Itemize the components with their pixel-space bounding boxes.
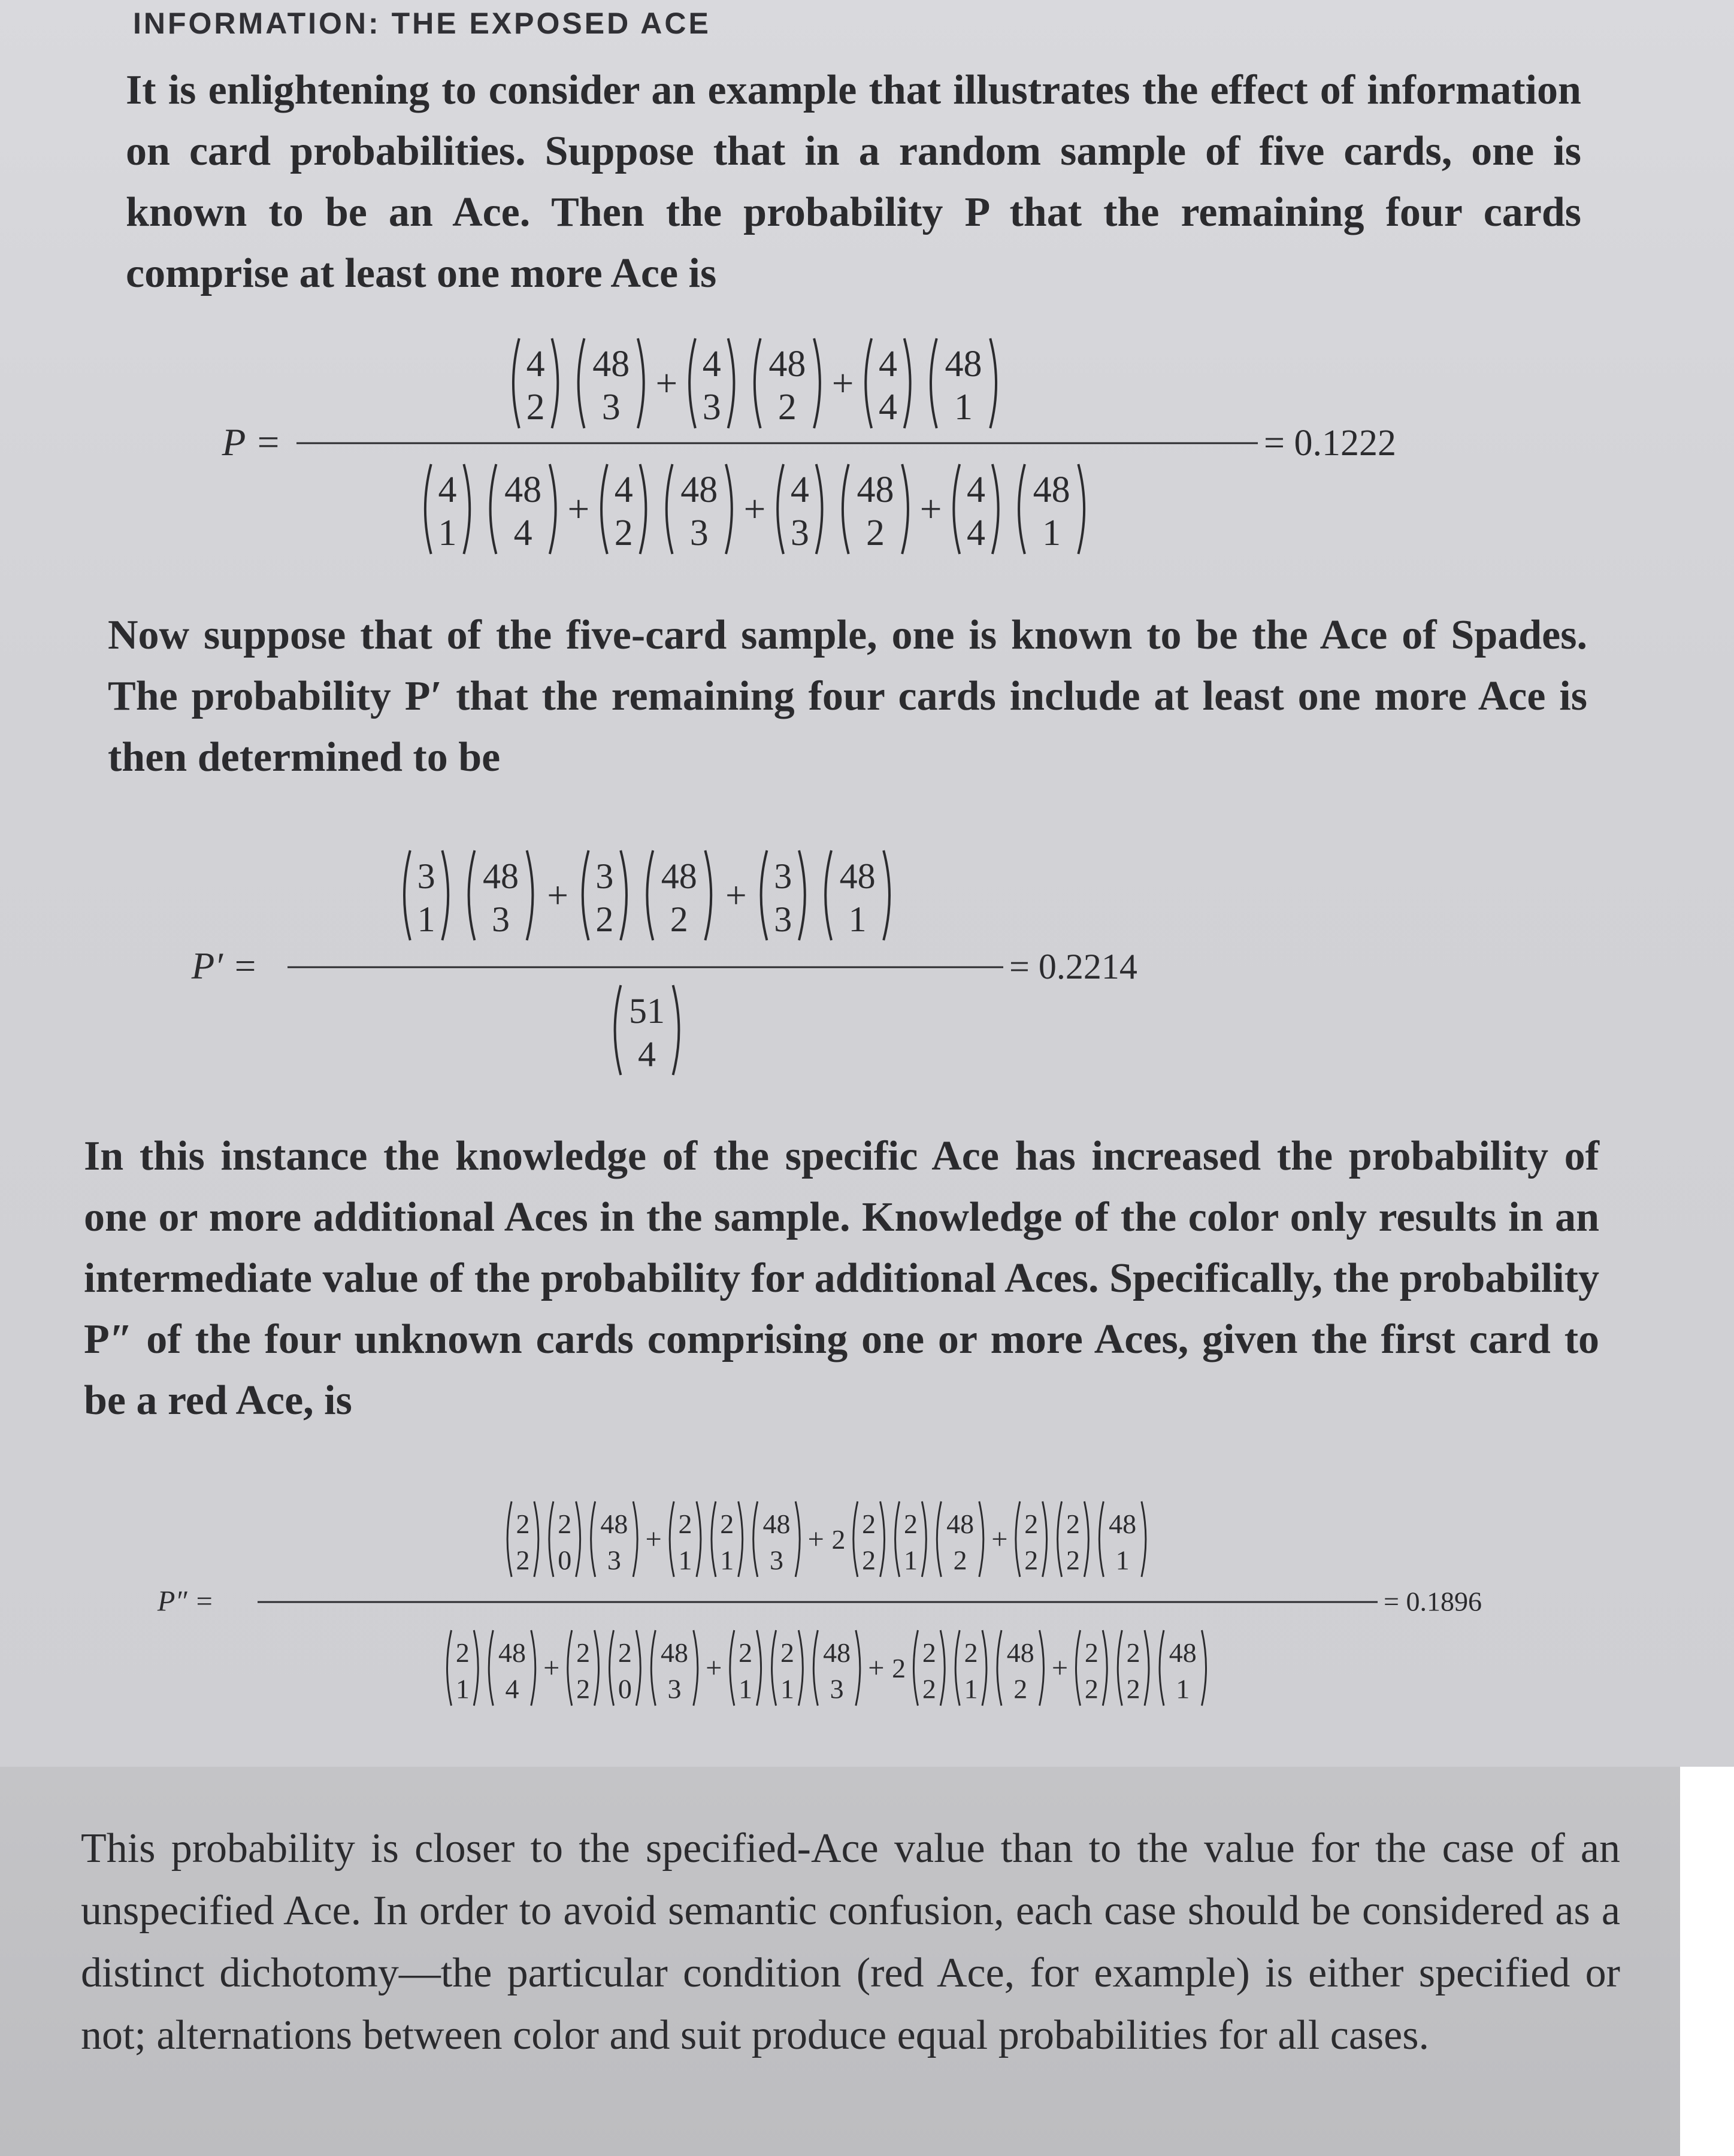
- binom-right-paren: [922, 1501, 926, 1577]
- equation-result: = 0.1222: [1264, 422, 1396, 464]
- binom-right-paren: [1202, 1630, 1206, 1706]
- equation-p: [0, 317, 1734, 617]
- binom-bottom: 3: [769, 1545, 783, 1576]
- binom-bottom: 3: [790, 513, 809, 553]
- binom-bottom: 4: [505, 1673, 519, 1704]
- binom-bottom: 3: [702, 387, 721, 428]
- plus-sign: +: [547, 874, 568, 916]
- plus-sign: +: [725, 874, 747, 916]
- equation-result: = 0.2214: [1009, 947, 1137, 987]
- binom-right-paren: [550, 464, 556, 554]
- equation-p-double-prime-svg: [0, 1479, 1734, 1731]
- plus-sign: +: [868, 1652, 885, 1685]
- binom-right-paren: [595, 1630, 599, 1706]
- binom-left-paren: [591, 1501, 595, 1577]
- binom-right-paren: [705, 850, 711, 940]
- binom-bottom: 4: [878, 387, 897, 428]
- binom-top: 2: [862, 1508, 876, 1539]
- binom-left-paren: [549, 1501, 553, 1577]
- binom-top: 2: [1126, 1637, 1140, 1668]
- binom-top: 48: [504, 470, 542, 510]
- binom-bottom: 3: [830, 1673, 844, 1704]
- plus-sign: +: [543, 1652, 560, 1685]
- equation-label: P =: [222, 420, 282, 464]
- binom-left-paren: [513, 338, 519, 428]
- binom-top: 48: [600, 1508, 628, 1539]
- binom-left-paren: [507, 1501, 512, 1577]
- plus-sign: +: [919, 487, 942, 531]
- binom-left-paren: [1016, 1501, 1020, 1577]
- binom-right-paren: [757, 1630, 761, 1706]
- binom-left-paren: [895, 1501, 900, 1577]
- binom-top: 48: [857, 470, 894, 510]
- binom-right-paren: [1084, 1501, 1088, 1577]
- binom-bottom: 2: [1013, 1673, 1028, 1704]
- binom-bottom: 1: [417, 900, 435, 939]
- binom-right-paren: [552, 338, 558, 428]
- binom-bottom: 3: [607, 1545, 621, 1576]
- binom-top: 3: [774, 856, 792, 896]
- binom-top: 2: [720, 1508, 734, 1539]
- binom-bottom: 2: [866, 513, 885, 553]
- binom-bottom: 2: [1084, 1673, 1098, 1704]
- equation-p-prime: [0, 829, 1734, 1099]
- binom-right-paren: [576, 1501, 580, 1577]
- binom-left-paren: [761, 850, 767, 940]
- binom-top: 2: [1066, 1508, 1080, 1539]
- binom-bottom: 2: [576, 1673, 591, 1704]
- binom-bottom: 2: [526, 387, 545, 428]
- binom-right-paren: [728, 338, 734, 428]
- binom-top: 48: [592, 344, 630, 384]
- binom-top: 4: [526, 344, 545, 384]
- binom-bottom: 1: [739, 1673, 753, 1704]
- paragraph-ace-of-spades: Now suppose that of the five-card sample, one is known to be the Ace of Spades. The probability P′ that the remaining four cards include at least one more Ace is then determined to be: [108, 612, 1587, 780]
- binom-top: 2: [780, 1637, 794, 1668]
- binom-left-paren: [825, 850, 831, 940]
- binom-bottom: 2: [516, 1545, 530, 1576]
- binom-right-paren: [534, 1501, 538, 1577]
- binom-left-paren: [583, 850, 589, 940]
- binom-bottom: 0: [558, 1545, 572, 1576]
- binom-top: 4: [878, 344, 897, 384]
- binom-left-paren: [425, 464, 431, 554]
- binom-right-paren: [795, 1501, 800, 1577]
- binom-top: 4: [702, 344, 721, 384]
- binom-bottom: 3: [492, 900, 510, 939]
- equation-result: = 0.1896: [1384, 1586, 1482, 1617]
- binom-bottom: 2: [1024, 1545, 1039, 1576]
- binom-right-paren: [621, 850, 627, 940]
- term-coefficient: 2: [892, 1653, 906, 1684]
- binom-top: 48: [661, 1637, 689, 1668]
- term-coefficient: 2: [831, 1524, 846, 1555]
- binom-right-paren: [633, 1501, 637, 1577]
- binom-right-paren: [880, 1501, 885, 1577]
- binom-bottom: 1: [964, 1673, 978, 1704]
- binom-left-paren: [689, 338, 695, 428]
- binom-right-paren: [638, 338, 644, 428]
- binom-top: 48: [839, 856, 876, 896]
- equation-label: P″ =: [157, 1585, 214, 1618]
- binom-top: 2: [516, 1508, 530, 1539]
- binom-bottom: 2: [922, 1673, 936, 1704]
- plus-sign: +: [706, 1652, 722, 1685]
- binom-left-paren: [610, 1630, 614, 1706]
- binom-top: 48: [946, 1508, 975, 1539]
- section-heading: INFORMATION: THE EXPOSED ACE: [133, 7, 711, 40]
- binom-left-paren: [601, 464, 607, 554]
- binom-left-paren: [1058, 1501, 1062, 1577]
- binom-left-paren: [753, 1501, 758, 1577]
- equation-p-svg: [0, 317, 1734, 617]
- binom-bottom: 3: [601, 387, 621, 428]
- binom-left-paren: [1019, 464, 1025, 554]
- binom-left-paren: [866, 338, 871, 428]
- paragraph-specific-ace: In this instance the knowledge of the specific Ace has increased the probability of one or more additional Aces in the sample. Knowledge of the color only results in an intermediate value of the probability for additional Aces. Specifically, the probability P″ of the four unknown cards comprising one or more Aces, given the first card to be a red Ace, is: [84, 1133, 1599, 1424]
- binom-right-paren: [636, 1630, 640, 1706]
- binom-right-paren: [1103, 1630, 1107, 1706]
- binom-right-paren: [856, 1630, 860, 1706]
- binom-left-paren: [854, 1501, 858, 1577]
- binom-bottom: 1: [1115, 1545, 1130, 1576]
- binom-right-paren: [982, 1630, 986, 1706]
- binom-top: 48: [680, 470, 718, 510]
- binom-bottom: 2: [670, 900, 688, 939]
- binom-right-paren: [739, 1501, 743, 1577]
- paragraph-conclusion: This probability is closer to the specified-Ace value than to the value for the case of an unspecified Ace. In order to avoid semantic confusion, each case should be considered as a distinct dichotomy—the particular condition (red Ace, for example) is either specified or not; alternations between color and suit produce equal probabilities for all cases.: [81, 1825, 1620, 2058]
- binom-top: 2: [922, 1637, 936, 1668]
- binom-bottom: 1: [848, 900, 867, 939]
- binom-right-paren: [527, 850, 533, 940]
- binom-bottom: 1: [438, 513, 457, 553]
- binom-left-paren: [579, 338, 585, 428]
- binom-top: 2: [678, 1508, 692, 1539]
- binom-bottom: 0: [618, 1673, 632, 1704]
- plus-sign: +: [743, 487, 766, 531]
- binom-top: 2: [618, 1637, 632, 1668]
- binom-left-paren: [772, 1630, 776, 1706]
- binom-right-paren: [464, 464, 470, 554]
- binom-top: 2: [964, 1637, 978, 1668]
- binom-right-paren: [697, 1501, 701, 1577]
- binom-left-paren: [777, 464, 783, 554]
- binom-right-paren: [979, 1501, 983, 1577]
- binom-bottom: 4: [967, 513, 986, 553]
- binom-left-paren: [1118, 1630, 1122, 1706]
- binom-left-paren: [615, 985, 621, 1075]
- binom-right-paren: [673, 985, 679, 1075]
- binom-top: 4: [790, 470, 809, 510]
- binom-left-paren: [712, 1501, 716, 1577]
- plus-sign: +: [1051, 1652, 1069, 1685]
- binom-right-paren: [816, 464, 822, 554]
- binom-left-paren: [670, 1501, 674, 1577]
- binom-left-paren: [954, 464, 960, 554]
- binom-right-paren: [883, 850, 889, 940]
- binom-bottom: 1: [780, 1673, 794, 1704]
- equation-p-prime-svg: [0, 829, 1734, 1099]
- binom-right-paren: [531, 1630, 535, 1706]
- binom-top: 48: [823, 1637, 851, 1668]
- binom-left-paren: [489, 1630, 493, 1706]
- binom-left-paren: [813, 1630, 818, 1706]
- plus-sign: +: [831, 362, 854, 405]
- binom-left-paren: [404, 850, 410, 940]
- binom-bottom: 1: [1176, 1673, 1190, 1704]
- binom-left-paren: [647, 850, 653, 940]
- binom-top: 2: [576, 1637, 591, 1668]
- binom-top: 2: [1084, 1637, 1098, 1668]
- binom-top: 48: [498, 1637, 526, 1668]
- binom-bottom: 1: [954, 387, 973, 428]
- binom-left-paren: [997, 1630, 1001, 1706]
- binom-bottom: 4: [638, 1034, 656, 1074]
- binom-bottom: 3: [667, 1673, 682, 1704]
- binom-left-paren: [730, 1630, 734, 1706]
- binom-top: 2: [558, 1508, 572, 1539]
- binom-right-paren: [798, 1630, 803, 1706]
- binom-right-paren: [1043, 1501, 1047, 1577]
- binom-right-paren: [442, 850, 448, 940]
- binom-left-paren: [469, 850, 475, 940]
- binom-left-paren: [755, 338, 761, 428]
- binom-right-paren: [694, 1630, 698, 1706]
- binom-right-paren: [814, 338, 820, 428]
- binom-top: 3: [417, 856, 435, 896]
- binom-top: 48: [1169, 1637, 1197, 1668]
- binom-top: 48: [1006, 1637, 1034, 1668]
- binom-bottom: 2: [1066, 1545, 1080, 1576]
- binom-top: 4: [614, 470, 633, 510]
- binom-right-paren: [726, 464, 732, 554]
- binom-right-paren: [904, 338, 910, 428]
- binom-top: 48: [1033, 470, 1070, 510]
- binom-top: 48: [483, 856, 519, 896]
- binom-left-paren: [931, 338, 937, 428]
- plus-sign: +: [991, 1524, 1008, 1556]
- binom-top: 2: [739, 1637, 753, 1668]
- binom-left-paren: [913, 1630, 918, 1706]
- binom-top: 4: [438, 470, 457, 510]
- binom-right-paren: [1145, 1630, 1149, 1706]
- binom-bottom: 1: [455, 1673, 470, 1704]
- binom-left-paren: [1076, 1630, 1080, 1706]
- plus-sign: +: [655, 362, 678, 405]
- binom-bottom: 3: [774, 900, 792, 939]
- binom-top: 48: [762, 1508, 791, 1539]
- binom-left-paren: [447, 1630, 451, 1706]
- equation-label: P′ =: [191, 945, 258, 988]
- binom-bottom: 1: [1042, 513, 1061, 553]
- binom-bottom: 4: [513, 513, 532, 553]
- binom-right-paren: [1039, 1630, 1043, 1706]
- equation-p-double-prime: [0, 1479, 1734, 1731]
- binom-bottom: 2: [614, 513, 633, 553]
- binom-bottom: 2: [777, 387, 797, 428]
- binom-right-paren: [799, 850, 805, 940]
- binom-bottom: 1: [720, 1545, 734, 1576]
- binom-top: 2: [455, 1637, 470, 1668]
- binom-left-paren: [651, 1630, 655, 1706]
- binom-top: 2: [903, 1508, 918, 1539]
- binom-right-paren: [474, 1630, 478, 1706]
- binom-top: 48: [1109, 1508, 1137, 1539]
- binom-left-paren: [843, 464, 849, 554]
- plus-sign: +: [567, 487, 590, 531]
- binom-left-paren: [1160, 1630, 1164, 1706]
- binom-left-paren: [1099, 1501, 1103, 1577]
- binom-top: 48: [945, 344, 982, 384]
- binom-left-paren: [568, 1630, 572, 1706]
- binom-bottom: 1: [903, 1545, 918, 1576]
- binom-top: 48: [661, 856, 697, 896]
- binom-bottom: 2: [595, 900, 614, 939]
- binom-right-paren: [902, 464, 908, 554]
- plus-sign: +: [807, 1524, 824, 1556]
- binom-right-paren: [992, 464, 998, 554]
- paragraph-intro: It is enlightening to consider an example that illustrates the effect of information on card probabilities. Suppose that in a random sample of five cards, one is known to be an Ace. Then the probability P that the remaining four cards comprise at least one more Ace is: [126, 67, 1581, 296]
- binom-right-paren: [990, 338, 996, 428]
- binom-right-paren: [940, 1630, 945, 1706]
- binom-left-paren: [491, 464, 497, 554]
- binom-left-paren: [937, 1501, 941, 1577]
- binom-bottom: 1: [678, 1545, 692, 1576]
- binom-top: 2: [1024, 1508, 1039, 1539]
- binom-bottom: 2: [862, 1545, 876, 1576]
- binom-left-paren: [955, 1630, 960, 1706]
- binom-top: 51: [629, 991, 665, 1031]
- binom-bottom: 3: [689, 513, 709, 553]
- binom-bottom: 2: [1126, 1673, 1140, 1704]
- binom-top: 48: [768, 344, 806, 384]
- binom-right-paren: [1078, 464, 1084, 554]
- binom-right-paren: [640, 464, 646, 554]
- binom-right-paren: [1142, 1501, 1146, 1577]
- binom-left-paren: [667, 464, 673, 554]
- binom-bottom: 2: [953, 1545, 967, 1576]
- binom-top: 4: [967, 470, 986, 510]
- binom-top: 3: [595, 856, 614, 896]
- plus-sign: +: [645, 1524, 662, 1556]
